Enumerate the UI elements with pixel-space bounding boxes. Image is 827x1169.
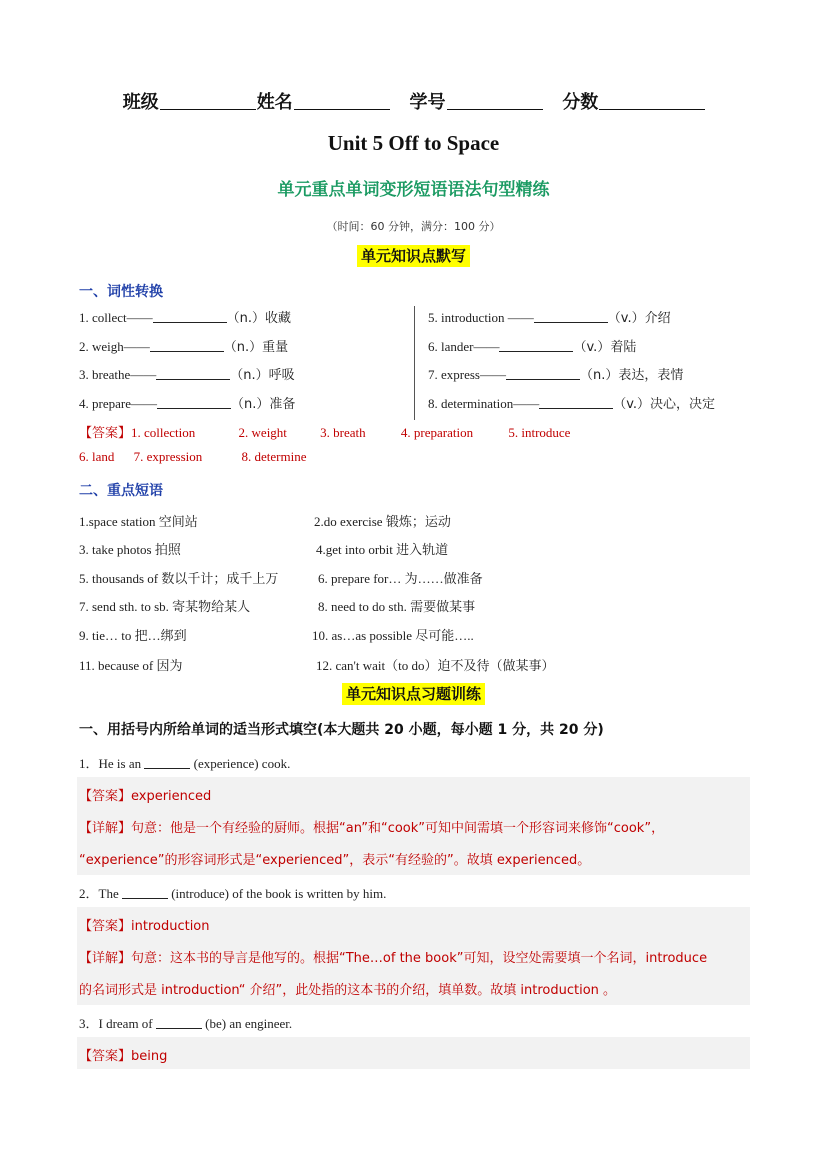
question-1-explain-line2: “experience”的形容词形式是“experienced”，表示“有经验的”。故填 experienced。 <box>79 853 591 868</box>
question-1-answer: 【答案】experienced <box>79 789 212 804</box>
phrase-5: 5. thousands of 数以千计；成千上万 <box>79 571 279 586</box>
phrase-7: 7. send sth. to sb. 寄某物给某人 <box>79 599 251 614</box>
worksheet-subtitle: 单元重点单词变形短语语法句型精练 <box>277 180 550 200</box>
class-label: 班级 <box>122 92 159 113</box>
review-section-heading: 单元知识点默写 <box>0 245 827 267</box>
question-2-blank <box>122 886 168 899</box>
phrase-4: 4.get into orbit 进入轨道 <box>316 542 449 557</box>
phrase-10: 10. as…as possible 尽可能….. <box>312 628 474 643</box>
word-item-4: 4. prepare—— （n.）准备 <box>79 396 296 412</box>
class-blank <box>160 91 256 110</box>
score-blank <box>599 91 705 110</box>
word-item-5: 5. introduction —— （v.）介绍 <box>428 310 671 326</box>
practice-section-heading: 单元知识点习题训练 <box>0 683 827 705</box>
question-1: 1．He is an (experience) cook. <box>79 756 291 771</box>
word-item-7: 7. express—— （n.）表达，表情 <box>428 367 684 383</box>
word-item-6: 6. lander—— （v.）着陆 <box>428 339 637 355</box>
phrase-8: 8. need to do sth. 需要做某事 <box>318 599 476 614</box>
part1-answers-line1: 【答案】1. collection 2. weight 3. breath 4. preparation 5. introduce <box>79 425 571 441</box>
time-note: （时间：60 分钟，满分：100 分） <box>326 220 501 233</box>
phrase-2: 2.do exercise 锻炼；运动 <box>314 514 451 529</box>
name-blank <box>294 91 390 110</box>
student-info-line <box>0 88 827 114</box>
question-2-explain-line2: 的名词形式是 introduction“ 介绍”，此处指的这本书的介绍，填单数。故填 introduction 。 <box>79 983 617 998</box>
word-item-1: 1. collect—— （n.）收藏 <box>79 310 292 326</box>
answer-tag: 【答案】 <box>79 426 132 441</box>
part1-answers-line2: 6. land 7. expression 8. determine <box>79 449 307 464</box>
phrase-9: 9. tie… to 把…绑到 <box>79 628 187 643</box>
part2-heading: 二、重点短语 <box>79 483 163 499</box>
part1-heading: 一、词性转换 <box>79 284 163 300</box>
question-3-blank <box>156 1016 202 1029</box>
question-3-answer: 【答案】being <box>79 1049 168 1064</box>
column-divider <box>414 306 415 420</box>
word-item-3: 3. breathe—— （n.）呼吸 <box>79 367 295 383</box>
question-3-answer-box <box>77 1037 750 1069</box>
question-3: 3．I dream of (be) an engineer. <box>79 1016 293 1031</box>
phrase-1: 1.space station 空间站 <box>79 514 198 529</box>
question-2-explain-line1: 【详解】句意：这本书的导言是他写的。根据“The…of the book”可知，设空处需要填一个名词，introduce <box>79 951 708 966</box>
number-blank <box>447 91 543 110</box>
name-label: 姓名 <box>256 92 293 113</box>
question-1-blank <box>144 756 190 769</box>
phrase-3: 3. take photos 拍照 <box>79 542 181 557</box>
phrase-11: 11. because of 因为 <box>79 658 183 673</box>
unit-title: Unit 5 Off to Space <box>327 131 500 155</box>
word-item-8: 8. determination—— （v.）决心，决定 <box>428 396 716 412</box>
phrase-6: 6. prepare for… 为……做准备 <box>318 571 483 586</box>
question-2-answer: 【答案】introduction <box>79 919 210 934</box>
score-label: 分数 <box>562 92 599 113</box>
practice-part1-heading: 一、用括号内所给单词的适当形式填空(本大题共 20 小题，每小题 1 分，共 20 分) <box>79 722 604 738</box>
question-1-explain-line1: 【详解】句意：他是一个有经验的厨师。根据“an”和“cook”可知中间需填一个形容词来修饰“cook”， <box>79 821 665 836</box>
phrase-12: 12. can't wait（to do）迫不及待（做某事） <box>316 658 555 673</box>
question-2: 2．The (introduce) of the book is written by him. <box>79 886 387 901</box>
number-label: 学号 <box>409 92 446 113</box>
word-item-2: 2. weigh—— （n.）重量 <box>79 339 289 355</box>
